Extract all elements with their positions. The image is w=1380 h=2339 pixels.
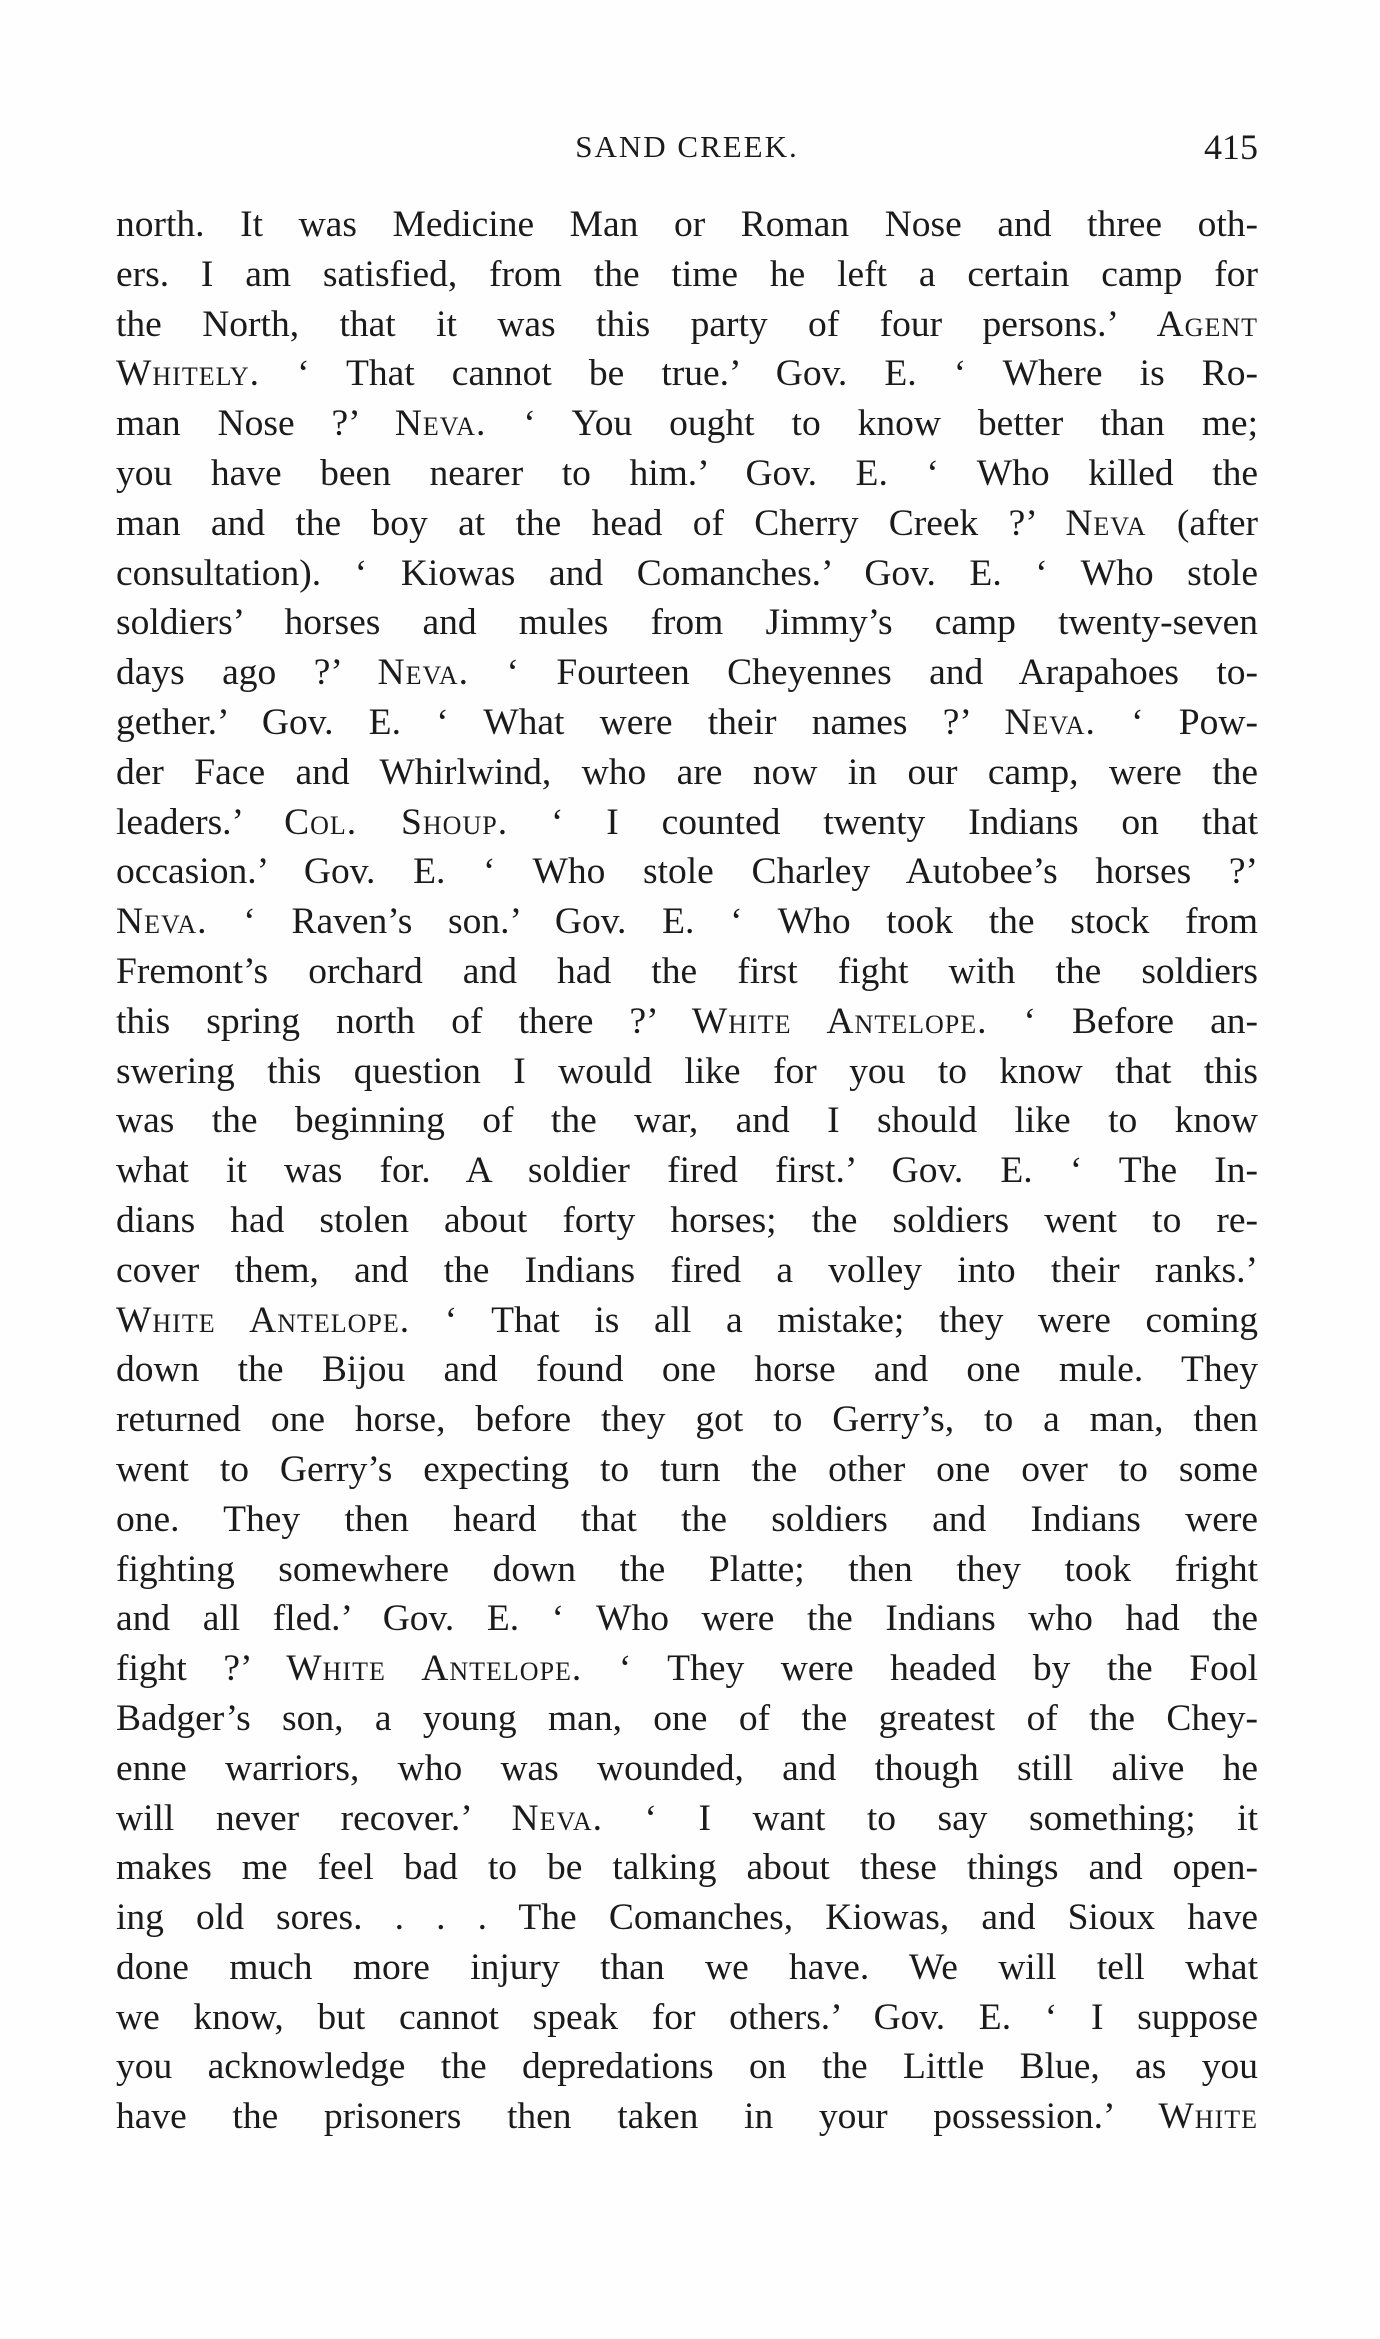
text-line bbox=[116, 349, 1258, 399]
text-segment: gether.’ Gov. E. ‘ What were their names ?’ bbox=[116, 701, 1005, 743]
text-line bbox=[116, 1096, 1258, 1146]
text-segment: went to Gerry’s expecting to turn the other one over to some bbox=[116, 1448, 1258, 1490]
speaker-name: White Antelope. bbox=[116, 1299, 411, 1341]
text-segment: dians had stolen about forty horses; the soldiers went to re- bbox=[116, 1199, 1258, 1241]
text-segment: ‘ Raven’s son.’ Gov. E. ‘ Who took the stock from bbox=[207, 901, 1258, 943]
text-segment: der Face and Whirlwind, who are now in our camp, were the bbox=[116, 751, 1258, 793]
speaker-name: Agent bbox=[1156, 303, 1258, 345]
running-head bbox=[116, 122, 1258, 172]
text-line bbox=[116, 1744, 1258, 1794]
text-line bbox=[116, 1843, 1258, 1893]
text-segment: days ago ?’ bbox=[116, 652, 378, 694]
text-segment: makes me feel bad to be talking about these things and open- bbox=[116, 1847, 1258, 1889]
text-line bbox=[116, 748, 1258, 798]
body-text bbox=[116, 200, 1258, 2142]
text-line bbox=[116, 1694, 1258, 1744]
text-segment: soldiers’ horses and mules from Jimmy’s camp twenty-seven bbox=[116, 602, 1258, 644]
text-line bbox=[116, 1545, 1258, 1595]
text-segment: Badger’s son, a young man, one of the greatest of the Chey- bbox=[116, 1697, 1258, 1739]
text-segment: enne warriors, who was wounded, and though still alive he bbox=[116, 1747, 1258, 1789]
speaker-name: White bbox=[1158, 2096, 1258, 2138]
text-line bbox=[116, 1943, 1258, 1993]
text-segment: ers. I am satisfied, from the time he left a certain camp for bbox=[116, 253, 1258, 295]
text-line bbox=[116, 200, 1258, 250]
text-line bbox=[116, 698, 1258, 748]
text-segment: north. It was Medicine Man or Roman Nose and three oth- bbox=[116, 204, 1258, 245]
speaker-name: Neva bbox=[1065, 502, 1147, 544]
page-number: 415 bbox=[1204, 127, 1258, 167]
text-segment: man Nose ?’ bbox=[116, 403, 395, 445]
text-segment: one. They then heard that the soldiers and Indians were bbox=[116, 1498, 1258, 1540]
text-line bbox=[116, 449, 1258, 499]
text-line bbox=[116, 250, 1258, 300]
text-line bbox=[116, 1146, 1258, 1196]
text-segment: the North, that it was this party of four persons.’ bbox=[116, 303, 1157, 345]
text-segment: man and the boy at the head of Cherry Creek ?’ bbox=[116, 502, 1066, 544]
text-segment: ing old sores. . . . The Comanches, Kiowas, and Sioux have bbox=[116, 1897, 1258, 1939]
speaker-name: Whitely. bbox=[116, 353, 261, 395]
text-segment: Fremont’s orchard and had the first fight with the soldiers bbox=[116, 950, 1258, 992]
text-segment: consultation). ‘ Kiowas and Comanches.’ Gov. E. ‘ Who stole bbox=[116, 552, 1258, 594]
text-line bbox=[116, 897, 1258, 947]
text-segment: ‘ That is all a mistake; they were coming bbox=[410, 1299, 1258, 1341]
speaker-name: Neva. bbox=[377, 652, 470, 694]
text-line bbox=[116, 1594, 1258, 1644]
text-line bbox=[116, 798, 1258, 848]
text-line bbox=[116, 499, 1258, 549]
text-line bbox=[116, 1495, 1258, 1545]
speaker-name: Neva. bbox=[116, 901, 208, 943]
text-line bbox=[116, 648, 1258, 698]
text-line bbox=[116, 300, 1258, 350]
text-line bbox=[116, 549, 1258, 599]
text-segment: leaders.’ bbox=[116, 801, 285, 843]
text-segment: ‘ Pow- bbox=[1095, 701, 1258, 743]
speaker-name: Neva. bbox=[511, 1797, 604, 1839]
text-segment: was the beginning of the war, and I should like to know bbox=[116, 1100, 1258, 1142]
text-line bbox=[116, 2092, 1258, 2142]
text-segment: returned one horse, before they got to Gerry’s, to a man, then bbox=[116, 1399, 1258, 1441]
text-line bbox=[116, 1893, 1258, 1943]
text-segment: ‘ I want to say something; it bbox=[603, 1797, 1258, 1839]
text-line bbox=[116, 1445, 1258, 1495]
text-segment: swering this question I would like for you to know that this bbox=[116, 1050, 1258, 1092]
text-segment: ‘ They were headed by the Fool bbox=[582, 1648, 1258, 1690]
text-line bbox=[116, 2042, 1258, 2092]
text-line bbox=[116, 1794, 1258, 1844]
text-segment: ‘ That cannot be true.’ Gov. E. ‘ Where is Ro- bbox=[260, 353, 1258, 395]
text-segment: have the prisoners then taken in your possession.’ bbox=[116, 2096, 1159, 2138]
text-segment: fighting somewhere down the Platte; then they took fright bbox=[116, 1548, 1258, 1590]
text-segment: done much more injury than we have. We will tell what bbox=[116, 1946, 1258, 1988]
speaker-name: Neva. bbox=[1004, 701, 1096, 743]
text-line bbox=[116, 1993, 1258, 2043]
speaker-name: Col. Shoup. bbox=[284, 801, 509, 843]
text-line bbox=[116, 1345, 1258, 1395]
text-line bbox=[116, 1644, 1258, 1694]
text-segment: what it was for. A soldier fired first.’ Gov. E. ‘ The In- bbox=[116, 1150, 1258, 1192]
text-segment: down the Bijou and found one horse and one mule. They bbox=[116, 1349, 1258, 1391]
text-segment: ‘ Before an- bbox=[987, 1000, 1258, 1042]
text-line bbox=[116, 847, 1258, 897]
text-segment: fight ?’ bbox=[116, 1648, 287, 1690]
text-segment: we know, but cannot speak for others.’ Gov. E. ‘ I suppose bbox=[116, 1996, 1258, 2038]
speaker-name: Neva. bbox=[394, 403, 487, 445]
text-line bbox=[116, 997, 1258, 1047]
text-line bbox=[116, 598, 1258, 648]
text-segment: you have been nearer to him.’ Gov. E. ‘ Who killed the bbox=[116, 452, 1258, 494]
speaker-name: White Antelope. bbox=[691, 1000, 988, 1042]
text-segment: ‘ You ought to know better than me; bbox=[486, 403, 1258, 445]
text-line bbox=[116, 1246, 1258, 1296]
text-line bbox=[116, 1047, 1258, 1097]
text-segment: and all fled.’ Gov. E. ‘ Who were the Indians who had the bbox=[116, 1598, 1258, 1640]
text-line bbox=[116, 399, 1258, 449]
text-line bbox=[116, 947, 1258, 997]
text-segment: will never recover.’ bbox=[116, 1797, 512, 1839]
text-segment: occasion.’ Gov. E. ‘ Who stole Charley Autobee’s horses ?’ bbox=[116, 851, 1258, 893]
speaker-name: White Antelope. bbox=[286, 1648, 583, 1690]
text-line bbox=[116, 1395, 1258, 1445]
running-title: SAND CREEK. bbox=[575, 129, 799, 164]
text-segment: this spring north of there ?’ bbox=[116, 1000, 692, 1042]
text-segment: cover them, and the Indians fired a volley into their ranks.’ bbox=[116, 1249, 1258, 1291]
text-segment: ‘ I counted twenty Indians on that bbox=[508, 801, 1258, 843]
text-line bbox=[116, 1196, 1258, 1246]
text-segment: (after bbox=[1146, 502, 1258, 544]
text-segment: ‘ Fourteen Cheyennes and Arapahoes to- bbox=[469, 652, 1258, 694]
text-line bbox=[116, 1296, 1258, 1346]
text-segment: you acknowledge the depredations on the Little Blue, as you bbox=[116, 2046, 1258, 2088]
